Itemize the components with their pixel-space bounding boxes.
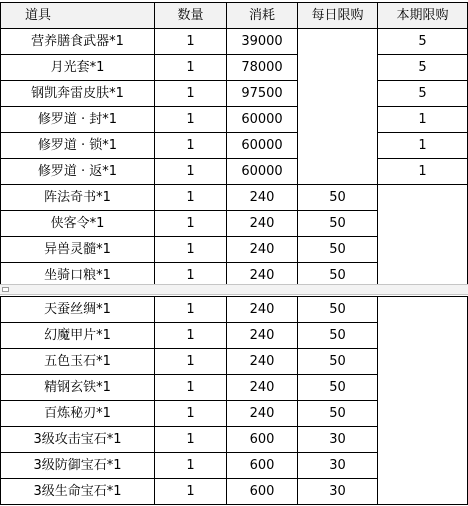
cell-qty: 1 <box>155 323 227 349</box>
table-row <box>1 185 468 211</box>
cell-qty: 1 <box>155 297 227 323</box>
cell-qty: 1 <box>155 81 227 107</box>
cell-period: 5 <box>378 55 468 81</box>
table-row <box>1 133 468 159</box>
table-row <box>1 107 468 133</box>
cell-item: 修罗道 · 锁*1 <box>1 133 155 159</box>
cell-qty: 1 <box>155 159 227 185</box>
cell-cost: 240 <box>227 211 298 237</box>
cell-daily: 30 <box>298 479 378 505</box>
cell-qty: 1 <box>155 29 227 55</box>
cell-daily: 50 <box>298 401 378 427</box>
cell-qty: 1 <box>155 427 227 453</box>
cell-item: 营养膳食武器*1 <box>1 29 155 55</box>
cell-qty: 1 <box>155 237 227 263</box>
split-handle-icon[interactable] <box>2 287 9 292</box>
cell-cost: 240 <box>227 323 298 349</box>
cell-cost: 97500 <box>227 81 298 107</box>
table-row <box>1 55 468 81</box>
table-row <box>1 81 468 107</box>
cell-item: 侠客令*1 <box>1 211 155 237</box>
cell-item: 3级生命宝石*1 <box>1 479 155 505</box>
cell-qty: 1 <box>155 185 227 211</box>
cell-item: 五色玉石*1 <box>1 349 155 375</box>
cell-cost: 240 <box>227 297 298 323</box>
cell-qty: 1 <box>155 375 227 401</box>
purchase-limit-table-bottom <box>0 296 468 505</box>
cell-qty: 1 <box>155 479 227 505</box>
cell-cost: 600 <box>227 453 298 479</box>
cell-daily: 50 <box>298 323 378 349</box>
header-row <box>1 3 468 29</box>
cell-cost: 240 <box>227 237 298 263</box>
cell-daily: 30 <box>298 427 378 453</box>
cell-qty: 1 <box>155 453 227 479</box>
cell-item: 百炼秘刃*1 <box>1 401 155 427</box>
cell-daily: 50 <box>298 237 378 263</box>
cell-cost: 60000 <box>227 159 298 185</box>
cell-item: 修罗道 · 封*1 <box>1 107 155 133</box>
cell-qty: 1 <box>155 263 227 289</box>
cell-cost: 240 <box>227 185 298 211</box>
period-limit-empty-cell <box>378 297 468 505</box>
cell-period: 1 <box>378 159 468 185</box>
cell-daily: 50 <box>298 297 378 323</box>
cell-cost: 240 <box>227 375 298 401</box>
cell-daily: 50 <box>298 349 378 375</box>
cell-cost: 240 <box>227 263 298 289</box>
cell-cost: 60000 <box>227 133 298 159</box>
cell-cost: 60000 <box>227 107 298 133</box>
header-period-limit: 本期限购 <box>378 3 468 29</box>
cell-qty: 1 <box>155 133 227 159</box>
cell-period: 5 <box>378 81 468 107</box>
cell-qty: 1 <box>155 349 227 375</box>
cell-qty: 1 <box>155 107 227 133</box>
cell-daily: 50 <box>298 211 378 237</box>
cell-qty: 1 <box>155 401 227 427</box>
table-row <box>1 297 468 323</box>
cell-cost: 600 <box>227 479 298 505</box>
header-cost: 消耗 <box>227 3 298 29</box>
cell-cost: 39000 <box>227 29 298 55</box>
cell-qty: 1 <box>155 55 227 81</box>
purchase-limit-table-top <box>0 2 468 289</box>
cell-item: 修罗道 · 返*1 <box>1 159 155 185</box>
cell-cost: 240 <box>227 349 298 375</box>
period-limit-empty-cell <box>378 185 468 289</box>
cell-cost: 78000 <box>227 55 298 81</box>
cell-period: 1 <box>378 133 468 159</box>
cell-item: 3级防御宝石*1 <box>1 453 155 479</box>
header-daily-limit: 每日限购 <box>298 3 378 29</box>
cell-item: 钢凯奔雷皮肤*1 <box>1 81 155 107</box>
cell-cost: 600 <box>227 427 298 453</box>
cell-qty: 1 <box>155 211 227 237</box>
cell-daily: 50 <box>298 185 378 211</box>
header-qty: 数量 <box>155 3 227 29</box>
cell-daily: 30 <box>298 453 378 479</box>
cell-period: 1 <box>378 107 468 133</box>
cell-daily: 50 <box>298 375 378 401</box>
cell-item: 月光套*1 <box>1 55 155 81</box>
cell-daily: 50 <box>298 263 378 289</box>
table-row <box>1 29 468 55</box>
cell-item: 天蚕丝绸*1 <box>1 297 155 323</box>
cell-item: 异兽灵髓*1 <box>1 237 155 263</box>
cell-item: 3级攻击宝石*1 <box>1 427 155 453</box>
daily-limit-empty-cell <box>298 29 378 185</box>
table-row <box>1 159 468 185</box>
cell-item: 坐骑口粮*1 <box>1 263 155 289</box>
cell-item: 精钢玄铁*1 <box>1 375 155 401</box>
cell-period: 5 <box>378 29 468 55</box>
cell-cost: 240 <box>227 401 298 427</box>
header-item: 道具 <box>1 3 155 29</box>
cell-item: 阵法奇书*1 <box>1 185 155 211</box>
frozen-pane-divider[interactable] <box>0 284 468 295</box>
cell-item: 幻魔甲片*1 <box>1 323 155 349</box>
